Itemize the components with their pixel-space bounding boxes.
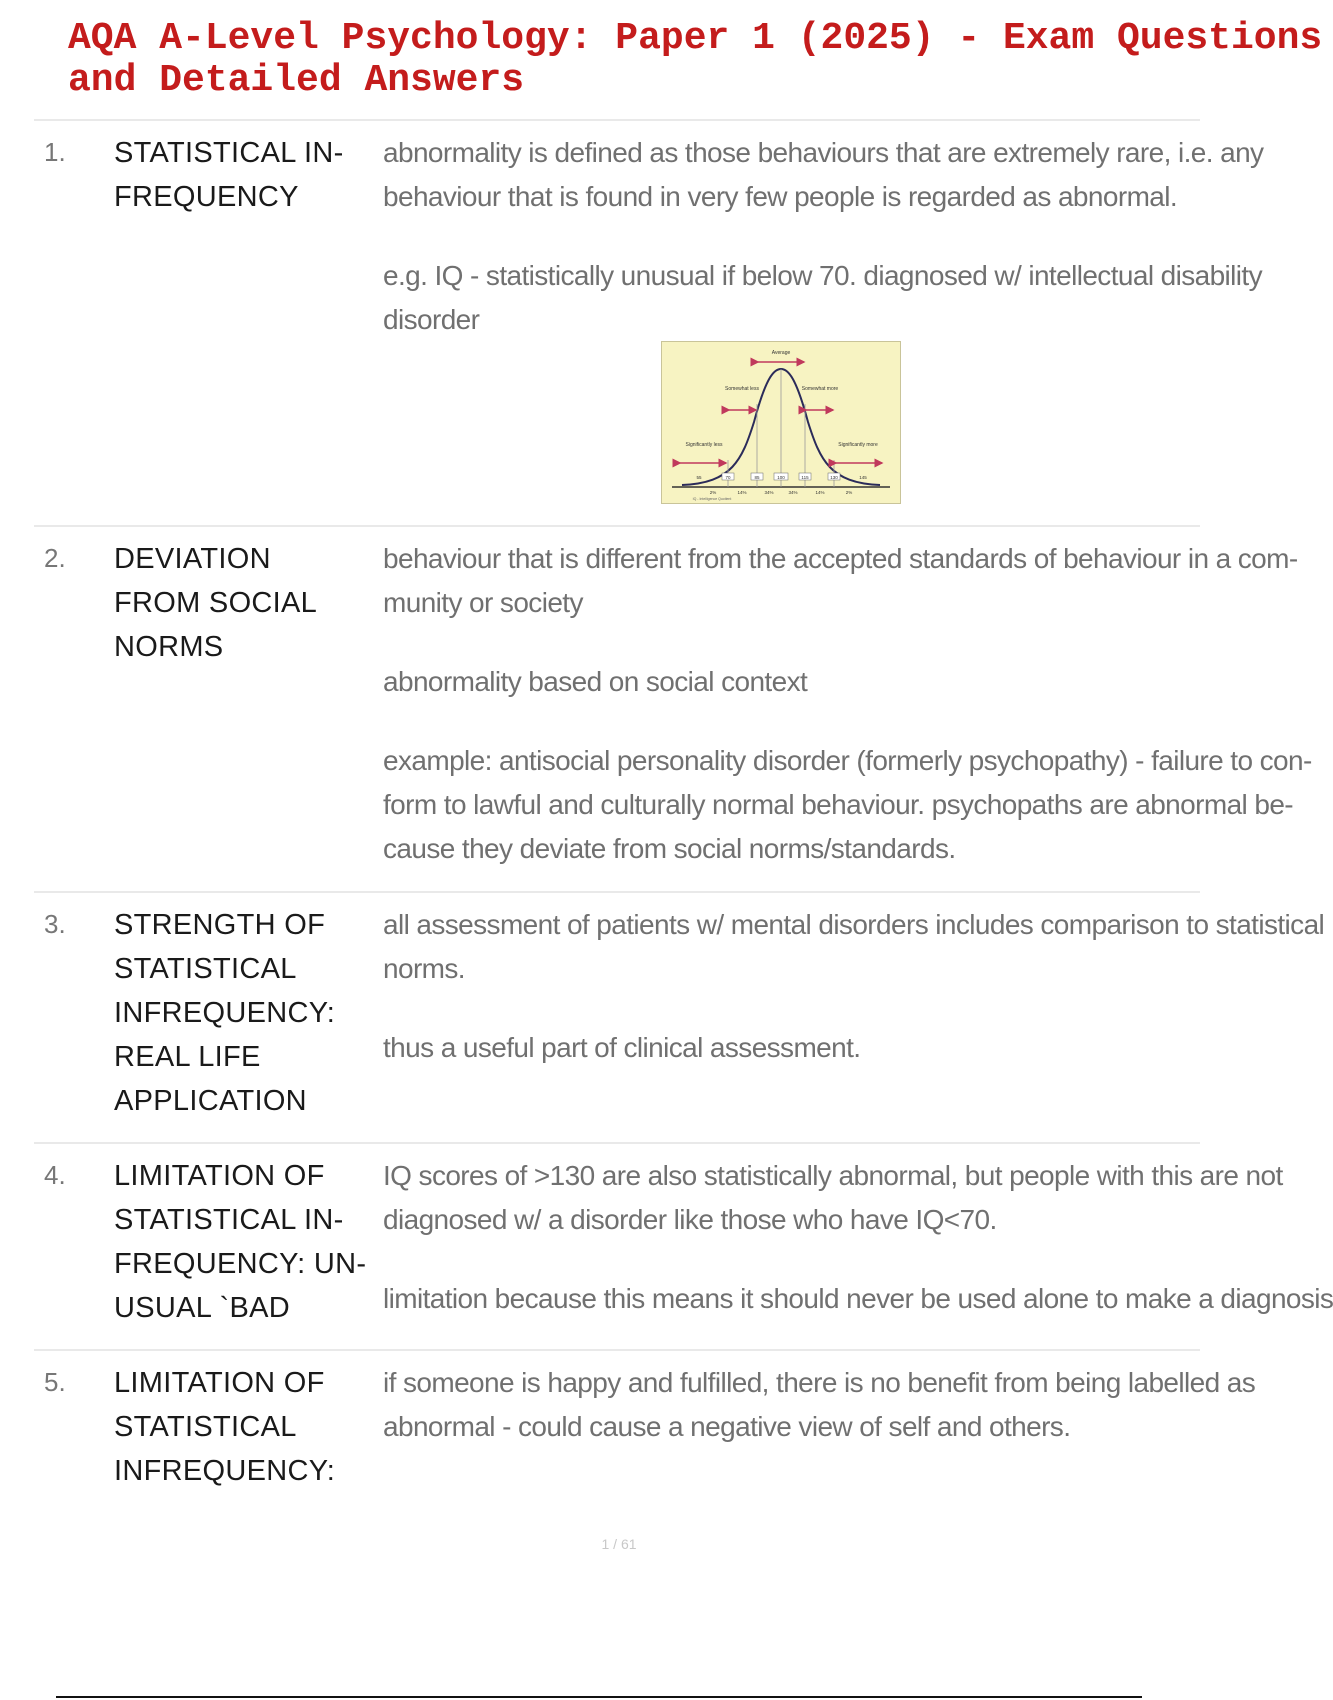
definition-paragraph	[383, 1154, 1283, 1242]
term-line: USUAL `BAD	[114, 1292, 290, 1324]
definition-paragraph	[383, 1361, 1256, 1449]
definition-paragraph	[383, 739, 1312, 871]
term-line: FREQUENCY	[114, 181, 299, 213]
definition-line: cause they deviate from social norms/standards.	[383, 833, 956, 864]
divider	[34, 119, 1200, 121]
percent-label: 34%	[788, 490, 798, 495]
percent-label: 14%	[737, 490, 747, 495]
document-title-line-1: AQA A-Level Psychology: Paper 1 (2025) - Exam Questions	[68, 17, 1323, 60]
definition-paragraph	[383, 660, 1198, 704]
term-line: NORMS	[114, 631, 224, 663]
definition-line: abnormality is defined as those behaviours that are extremely rare, i.e. any	[383, 137, 1264, 168]
term-line: STATISTICAL IN-	[114, 1204, 344, 1236]
term-line: FROM SOCIAL	[114, 587, 318, 619]
term-line: STRENGTH OF	[114, 909, 326, 941]
label-average: Average	[771, 350, 791, 356]
term-line: FREQUENCY: UN-	[114, 1248, 367, 1280]
percent-label: 2%	[845, 490, 853, 495]
iq-tick: 100	[777, 475, 785, 480]
term-line: DEVIATION	[114, 543, 271, 575]
item-definition	[383, 131, 1264, 342]
item-definition	[383, 1361, 1256, 1449]
item-term	[114, 1361, 386, 1493]
item-definition	[383, 1154, 1333, 1321]
definition-line: abnormality based on social context	[383, 666, 808, 697]
item-number: 4.	[44, 1160, 66, 1190]
item-number: 1.	[44, 137, 66, 167]
percent-label: 2%	[709, 490, 717, 495]
term-line: LIMITATION OF	[114, 1367, 325, 1399]
definition-paragraph	[383, 537, 1298, 625]
item-number: 2.	[44, 543, 66, 573]
definition-paragraph	[383, 254, 1262, 342]
item-definition	[383, 903, 1325, 1070]
item-definition	[383, 537, 1312, 871]
page-number: 1 / 61	[601, 1536, 637, 1552]
term-line: STATISTICAL	[114, 953, 297, 985]
percent-label: 34%	[764, 490, 774, 495]
definition-line: thus a useful part of clinical assessment.	[383, 1032, 861, 1063]
definition-line: if someone is happy and fulfilled, there is no benefit from being labelled as	[383, 1367, 1256, 1398]
label-significantly-less: Significantly less	[685, 442, 723, 448]
item-term	[114, 903, 386, 1123]
definition-line: limitation because this means it should never be used alone to make a diagnosis	[383, 1283, 1333, 1314]
divider	[34, 525, 1200, 527]
label-somewhat-more: Somewhat more	[801, 386, 839, 392]
definition-line: e.g. IQ - statistically unusual if below 70. diagnosed w/ intellectual disability	[383, 260, 1262, 291]
definition-line: form to lawful and culturally normal behaviour. psychopaths are abnormal be-	[383, 789, 1294, 820]
label-significantly-more: Significantly more	[838, 442, 878, 448]
item-number: 3.	[44, 909, 66, 939]
term-line: APPLICATION	[114, 1085, 307, 1117]
document-title	[68, 17, 1323, 108]
definition-paragraph	[383, 131, 1264, 219]
figure-caption: IQ - Intelligence Quotient	[692, 497, 732, 501]
term-line: STATISTICAL IN-	[114, 137, 344, 169]
item-term	[114, 537, 386, 669]
definition-line: diagnosed w/ a disorder like those who have IQ<70.	[383, 1204, 997, 1235]
label-somewhat-less: Somewhat less	[725, 386, 759, 392]
definition-line: IQ scores of >130 are also statistically abnormal, but people with this are not	[383, 1160, 1283, 1191]
document-title-line-2: and Detailed Answers	[68, 59, 525, 102]
definition-line: munity or society	[383, 587, 583, 618]
definition-line: behaviour that is found in very few people is regarded as abnormal.	[383, 181, 1178, 212]
divider	[34, 891, 1200, 893]
iq-tick: 115	[801, 475, 809, 480]
definition-paragraph	[383, 1277, 1333, 1321]
definition-line: abnormal - could cause a negative view of self and others.	[383, 1411, 1071, 1442]
item-number: 5.	[44, 1367, 66, 1397]
item-term	[114, 131, 386, 219]
definition-line: norms.	[383, 953, 465, 984]
term-line: LIMITATION OF	[114, 1160, 325, 1192]
iq-tick: 130	[830, 475, 838, 480]
footer-rule	[56, 1696, 1142, 1698]
term-line: INFREQUENCY:	[114, 997, 336, 1029]
definition-line: behaviour that is different from the accepted standards of behaviour in a com-	[383, 543, 1298, 574]
percent-label: 14%	[815, 490, 825, 495]
definition-line: disorder	[383, 304, 480, 335]
iq-tick: 85	[754, 475, 760, 480]
definition-paragraph	[383, 1026, 1198, 1070]
iq-tick: 55	[696, 475, 702, 480]
term-line: REAL LIFE	[114, 1041, 261, 1073]
definition-line: example: antisocial personality disorder (formerly psychopathy) - failure to con-	[383, 745, 1312, 776]
term-line: STATISTICAL	[114, 1411, 297, 1443]
iq-tick: 145	[859, 475, 867, 480]
divider	[34, 1349, 1200, 1351]
iq-normal-distribution-figure	[661, 341, 901, 504]
iq-tick: 70	[725, 475, 731, 480]
term-line: INFREQUENCY:	[114, 1455, 336, 1487]
item-term	[114, 1154, 386, 1330]
definition-line: all assessment of patients w/ mental disorders includes comparison to statistical	[383, 909, 1325, 940]
definition-paragraph	[383, 903, 1325, 991]
divider	[34, 1142, 1200, 1144]
